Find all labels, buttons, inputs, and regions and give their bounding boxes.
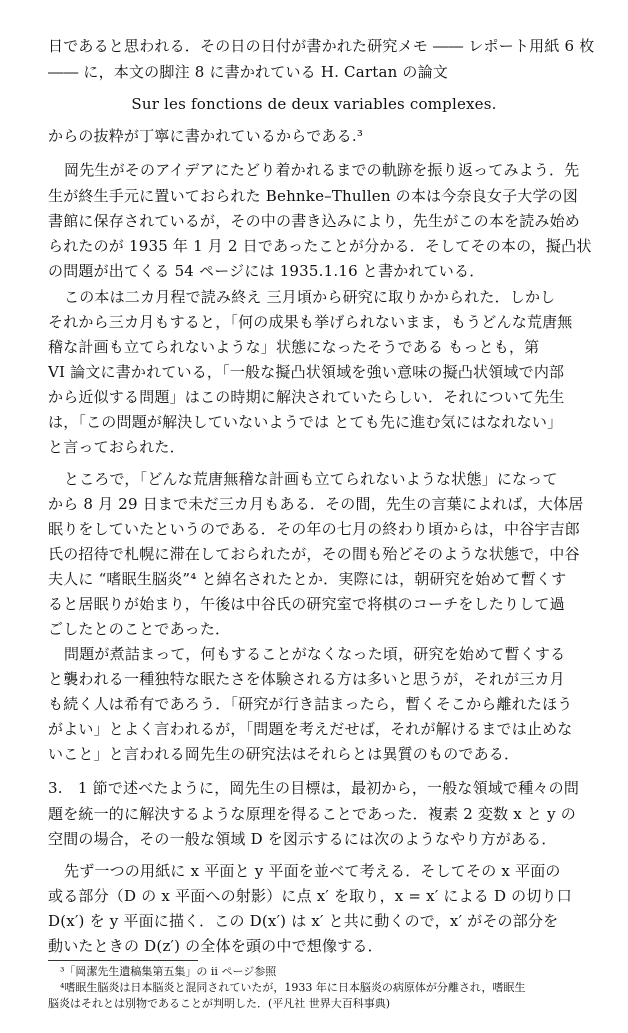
text-line: 日であると思われる．その日の日付が書かれた研究メモ ―― レポート用紙 6 枚: [48, 37, 595, 55]
text-line: も続く人は希有であろう．「研究が行き詰まったら，暫くそこから離れたほう: [48, 695, 573, 713]
text-line: と言っておられた．: [48, 438, 185, 456]
footnote-3: ³「岡潔先生遺稿集第五集」の ii ページ参照: [60, 965, 277, 978]
text-line: ると居眠りが始まり，午後は中谷氏の研究室で将棋のコーチをしたりして過: [48, 595, 565, 613]
text-line: 岡先生がそのアイデアにたどり着かれるまでの軌跡を振り返ってみよう．先: [64, 161, 580, 179]
text-line: 書館に保存されているが，その中の書き込みにより，先生がこの本を読み始め: [48, 212, 581, 230]
text-line: ―― に，本文の脚注 8 に書かれている H. Cartan の論文: [48, 63, 449, 81]
text-line: ごしたとのことであった．: [48, 620, 231, 638]
text-line: VI 論文に書かれている，「一般な擬凸状領域を強い意味の擬凸状領域で内部: [48, 363, 565, 381]
text-line: 問題が煮詰まって，何もすることがなくなった頃，研究を始めて暫くする: [64, 645, 566, 663]
text-line: 或る部分（D の x 平面への射影）に点 x′ を取り，x = x′ による D の切り口: [48, 887, 572, 905]
text-line: 題を統一的に解決するような原理を得ることであった．複素 2 変数 x と y の: [48, 805, 576, 823]
text-line: 先ず一つの用紙に x 平面と y 平面を並べて考える．そしてその x 平面の: [64, 862, 561, 880]
text-line: ところで，「どんな荒唐無稽な計画も立てられないような状態」になって: [64, 470, 558, 488]
text-line: は，「この問題が解決していないようでは とても先に進む気にはなれない」: [48, 413, 563, 431]
footnote-4: ⁴嗜眠生脳炎は日本脳炎と混同されていたが，1933 年に日本脳炎の病原体が分離され，嗜眠生: [60, 981, 526, 994]
text-line: と襲われる一種独特な眠たさを体験される方は多いと思うが，それが三カ月: [48, 670, 565, 688]
text-line: 氏の招待で札幌に滞在しておられたが，その間も殆どそのような状態で，中谷: [48, 545, 580, 563]
text-line: 生が終生手元に置いておられた Behnke–Thullen の本は今奈良女子大学の図: [48, 187, 579, 205]
text-line: 稽な計画も立てられないような」状態になったそうである もっとも，第: [48, 338, 540, 356]
text-line: から近似する問題」はこの時期に解決されていたらしい．それについて先生: [48, 388, 565, 406]
section-3-line: 3. 1 節で述べたように，岡先生の目標は，最初から，一般な領域で種々の問: [48, 779, 580, 797]
footnote-rule: [48, 960, 198, 961]
text-line: からの抜粋が丁寧に書かれているからである.³: [48, 127, 364, 145]
text-line: 動いたときの D(z′) の全体を頭の中で想像する．: [48, 937, 383, 955]
text-line: D(x′) を y 平面に描く．この D(x′) は x′ と共に動くので，x′ がその部分を: [48, 912, 559, 930]
text-line: から 8 月 29 日まで未だ三カ月もある．その間，先生の言葉によれば，大体居: [48, 495, 584, 513]
text-line: がよい」とよく言われるが，「問題を考えだせば，それが解けるまでは止めな: [48, 720, 573, 738]
text-line: いこと」と言われる岡先生の研究法はそれらとは異質のものである．: [48, 745, 520, 763]
footnote-4-cont: 脳炎はそれとは別物であることが判明した．(平凡社 世界大百科事典): [48, 997, 391, 1010]
text-line: それから三カ月もすると，「何の成果も挙げられないまま，もうどんな荒唐無: [48, 313, 573, 331]
text-line: の問題が出てくる 54 ページには 1935.1.16 と書かれている．: [48, 262, 485, 280]
text-line: 空間の場合，その一般な領域 D を図示するには次のようなやり方がある．: [48, 830, 557, 848]
text-line: 眠りをしていたというのである．その年の七月の終わり頃からは，中谷宇吉郎: [48, 520, 581, 538]
text-line: 夫人に “嗜眠生脳炎”⁴ と綽名されたとか．実際には，朝研究を始めて暫くす: [48, 570, 567, 588]
text-line: この本は二カ月程で読み終え 三月頃から研究に取りかかられた．しかし: [64, 288, 556, 306]
text-line: られたのが 1935 年 1 月 2 日であったことが分かる．そしてその本の，擬凸状: [48, 237, 592, 255]
cited-title: Sur les fonctions de deux variables complexes.: [131, 95, 497, 113]
